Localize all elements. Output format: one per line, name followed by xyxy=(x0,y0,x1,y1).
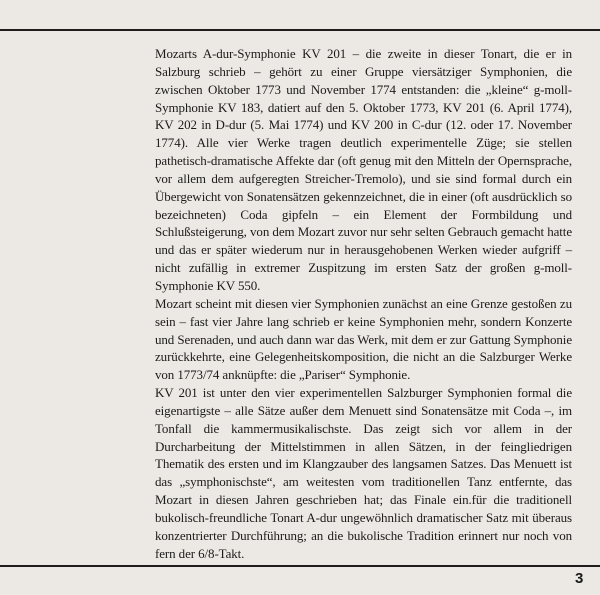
paragraph-3: KV 201 ist unter den vier experimentellen Salzburger Symphonien formal die eigenartigste – alle Sätze außer dem Menuett sind Sonatensätze mit Coda –, im Tonfall die kammermusikalischste. Das zeigt sich vor allem in der Durcharbeitung der Mittelstimmen in allen Sätzen, in der feingliedrigen Thematik des ersten und im Klangzauber des langsamen Satzes. Das Menuett ist das „symphonischste“, am weitesten vom traditionellen Tanz entfernte, das Mozart in diesen Jahren geschrieben hat; das Finale ein.für die traditionell bukolisch-freundliche Tonart A-dur ungewöhnlich dramatischer Satz mit überaus konzentrierter Durchführung; an die bukolische Tradition erinnert nur noch von fern der 6/8-Takt. xyxy=(155,385,572,561)
page-number: 3 xyxy=(575,570,584,587)
paragraph-1: Mozarts A-dur-Symphonie KV 201 – die zweite in dieser Tonart, die er in Salzburg schrieb – gehört zu einer Gruppe viersätziger Symphonien, die zwischen Oktober 1773 und November 1774 entstanden: die „kleine“ g-moll-Symphonie KV 183, datiert auf den 5. Oktober 1773, KV 201 (6. April 1774), KV 202 in D-dur (5. Mai 1774) und KV 200 in C-dur (12. oder 17. November 1774). Alle vier Werke tragen deutlich experimentelle Züge; sie stellen pathetisch-dramatische Affekte dar (oft genug mit den Mitteln der Opernsprache, vor allem dem aufgeregten Streicher-Tremolo), und sie sind formal durch ein Übergewicht von Sonatensätzen gekennzeichnet, die in einer (oft ausdrücklich so bezeichneten) Coda gipfeln – ein Element der Formbildung und Schlußsteigerung, von dem Mozart zuvor nur sehr selten Gebrauch gemacht hatte und das er später wiederum nur in herausgehobenen Werken wieder aufgriff – nicht zufällig in extremer Zuspitzung im ersten Satz der großen g-moll-Symphonie KV 550. xyxy=(155,46,572,293)
bottom-rule xyxy=(0,565,600,567)
top-rule xyxy=(0,29,600,31)
body-text xyxy=(155,45,572,562)
paragraph-2: Mozart scheint mit diesen vier Symphonien zunächst an eine Grenze gestoßen zu sein – fast vier Jahre lang schrieb er keine Symphonien mehr, sondern Konzerte und Serenaden, und auch dann war das Werk, mit dem er zur Gattung Symphonie zurückkehrte, eine Gelegenheitskomposition, die nicht an die Salzburger Werke von 1773/74 anknüpfte: die „Pariser“ Symphonie. xyxy=(155,295,572,383)
